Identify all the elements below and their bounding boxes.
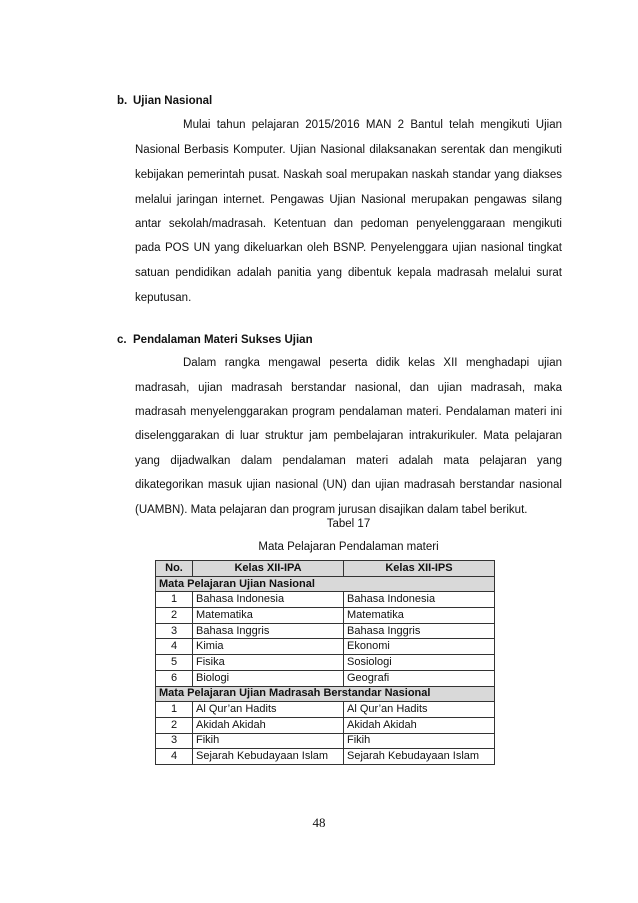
- cell-no: 2: [156, 717, 193, 733]
- section-b-line: kebijakan pemerintah pusat. Naskah soal merupakan naskah standar yang diakses: [135, 169, 562, 181]
- section-c-title: Pendalaman Materi Sukses Ujian: [133, 334, 313, 346]
- table-row: [156, 623, 495, 639]
- table-row: [156, 639, 495, 655]
- cell-ips: Ekonomi: [344, 639, 495, 655]
- cell-no: 2: [156, 608, 193, 624]
- table-row: [156, 749, 495, 765]
- cell-no: 4: [156, 639, 193, 655]
- table-row: [156, 592, 495, 608]
- section-c-line: Dalam rangka mengawal peserta didik kelas XII menghadapi ujian: [183, 357, 562, 369]
- cell-no: 1: [156, 702, 193, 718]
- cell-no: 6: [156, 670, 193, 686]
- section-b-line: satuan pendidikan adalah panitia yang dibentuk kepala madrasah melalui surat: [135, 267, 562, 279]
- subject-table: [155, 560, 495, 765]
- table-row: [156, 717, 495, 733]
- cell-no: 4: [156, 749, 193, 765]
- cell-ips: Geografi: [344, 670, 495, 686]
- cell-ips: Matematika: [344, 608, 495, 624]
- cell-ipa: Biologi: [193, 670, 344, 686]
- page-number: 48: [312, 815, 326, 830]
- cell-ipa: Fikih: [193, 733, 344, 749]
- section-c-line: madrasah menyelenggarakan program pendalaman materi. Pendalaman materi ini: [135, 406, 562, 418]
- section-b-line: Mulai tahun pelajaran 2015/2016 MAN 2 Bantul telah mengikuti Ujian: [183, 119, 562, 131]
- table-row: [156, 670, 495, 686]
- section-c-letter: c.: [117, 334, 127, 346]
- section-c-line: diselenggarakan di luar struktur jam pembelajaran intrakurikuler. Mata pelajaran: [135, 430, 562, 442]
- cell-no: 1: [156, 592, 193, 608]
- cell-ipa: Kimia: [193, 639, 344, 655]
- cell-ips: Sejarah Kebudayaan Islam: [344, 749, 495, 765]
- cell-ips: Akidah Akidah: [344, 717, 495, 733]
- cell-ipa: Sejarah Kebudayaan Islam: [193, 749, 344, 765]
- cell-ips: Sosiologi: [344, 655, 495, 671]
- section-b-line: keputusan.: [135, 292, 192, 304]
- group-title: Mata Pelajaran Ujian Nasional: [156, 576, 495, 592]
- cell-ipa: Fisika: [193, 655, 344, 671]
- group-row-umbn: [156, 686, 495, 702]
- cell-ips: Bahasa Indonesia: [344, 592, 495, 608]
- section-c-line: madrasah, ujian madrasah berstandar nasional, dan ujian madrasah, maka: [135, 382, 562, 394]
- header-no: No.: [156, 561, 193, 577]
- section-b-heading: [117, 95, 212, 107]
- table-row: [156, 733, 495, 749]
- group-row-un: [156, 576, 495, 592]
- table-header-row: [156, 561, 495, 577]
- section-b-line: melalui jaringan internet. Pengawas Ujian Nasional merupakan pengawas silang: [135, 194, 562, 206]
- section-c-line: (UAMBN). Mata pelajaran dan program jurusan disajikan dalam tabel berikut.: [135, 504, 528, 516]
- table-row: [156, 702, 495, 718]
- cell-ipa: Matematika: [193, 608, 344, 624]
- cell-no: 3: [156, 733, 193, 749]
- cell-no: 3: [156, 623, 193, 639]
- section-b-line: Nasional Berbasis Komputer. Ujian Nasional dilaksanakan serentak dan mengikuti: [135, 144, 562, 156]
- header-ips: Kelas XII-IPS: [344, 561, 495, 577]
- cell-ips: Fikih: [344, 733, 495, 749]
- section-c-line: dikategorikan masuk ujian nasional (UN) dan ujian madrasah berstandar nasional: [135, 479, 562, 491]
- cell-ipa: Bahasa Indonesia: [193, 592, 344, 608]
- cell-ipa: Al Qur’an Hadits: [193, 702, 344, 718]
- table-label: Tabel 17: [326, 518, 371, 530]
- section-b-title: Ujian Nasional: [133, 95, 213, 107]
- table-row: [156, 655, 495, 671]
- table-caption: Mata Pelajaran Pendalaman materi: [258, 541, 439, 553]
- group-title: Mata Pelajaran Ujian Madrasah Berstandar Nasional: [156, 686, 495, 702]
- section-b-line: antar sekolah/madrasah. Ketentuan dan pedoman penyelenggaraan mengikuti: [135, 218, 562, 230]
- section-c-line: yang dijadwalkan dalam pendalaman materi adalah mata pelajaran yang: [135, 455, 562, 467]
- table-row: [156, 608, 495, 624]
- section-b-letter: b.: [117, 95, 128, 107]
- cell-no: 5: [156, 655, 193, 671]
- cell-ips: Al Qur’an Hadits: [344, 702, 495, 718]
- cell-ipa: Akidah Akidah: [193, 717, 344, 733]
- section-c-heading: [117, 334, 313, 346]
- section-b-line: pada POS UN yang dikeluarkan oleh BSNP. Penyelenggara ujian nasional tingkat: [135, 242, 562, 254]
- cell-ips: Bahasa Inggris: [344, 623, 495, 639]
- header-ipa: Kelas XII-IPA: [193, 561, 344, 577]
- cell-ipa: Bahasa Inggris: [193, 623, 344, 639]
